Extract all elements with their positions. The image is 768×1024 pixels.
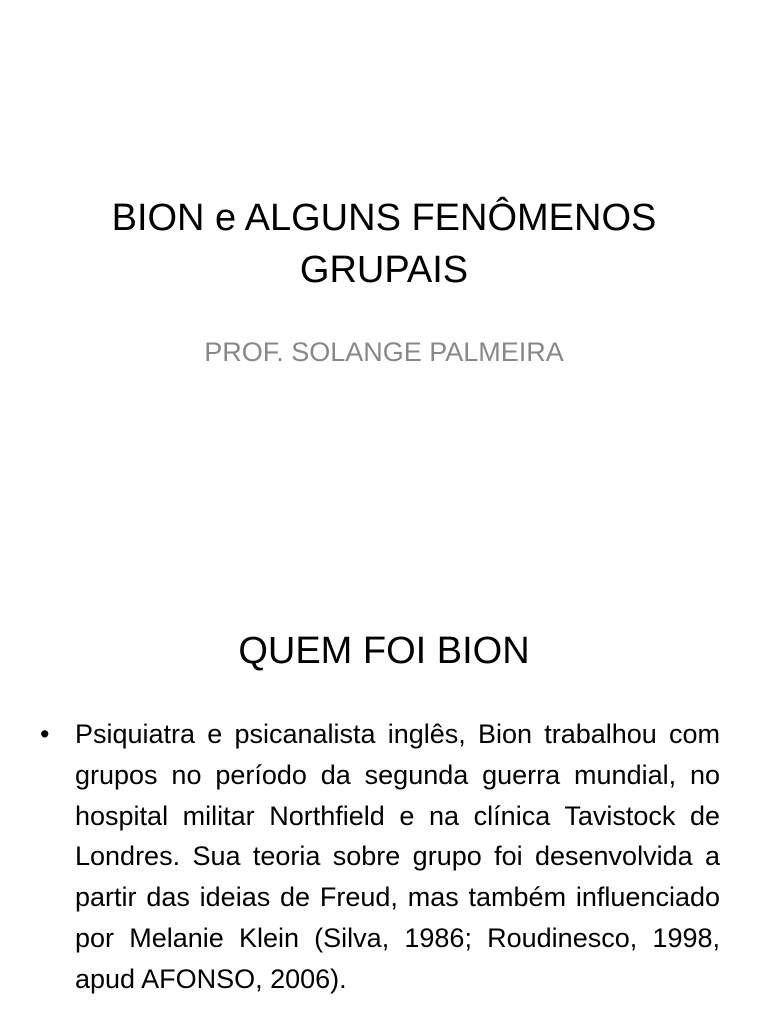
bullet-text: Psiquiatra e psicanalista inglês, Bion trabalhou com grupos no período da segunda guerra mundial, no hospital militar Northfield e na clínica Tavistock de Londres. Sua teoria sobre grupo foi desenvolvida a partir das ideias de Freud, mas também influenciado por Melanie Klein (Silva, 1986; Roudinesco, 1998, apud AFONSO, 2006).: [75, 719, 720, 994]
bullet-dot-icon: •: [40, 719, 50, 749]
slide-subtitle: PROF. SOLANGE PALMEIRA: [204, 337, 564, 367]
slide-title: BION e ALGUNS FENÔMENOS GRUPAIS: [111, 197, 657, 291]
content-slide-title: QUEM FOI BION: [238, 630, 530, 672]
content-slide: [0, 570, 768, 1024]
bullet-item: [40, 714, 730, 1000]
